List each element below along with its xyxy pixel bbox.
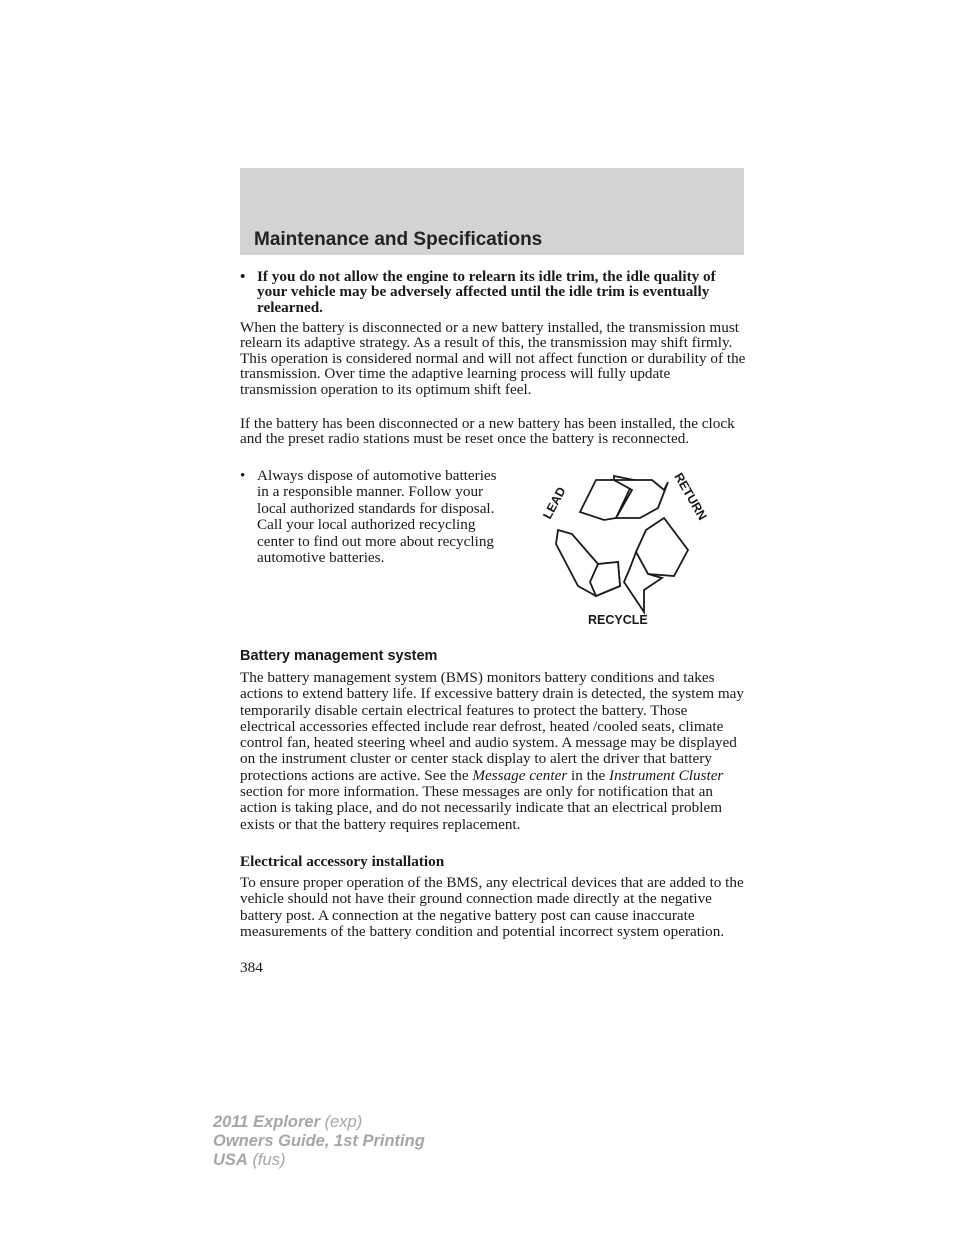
clock-paragraph: If the battery has been disconnected or a new battery has been installed, the clock and the preset radio stations must be reset once the battery is reconnected. bbox=[240, 415, 735, 448]
footer-region: USA bbox=[213, 1151, 248, 1169]
electrical-paragraph: To ensure proper operation of the BMS, any electrical devices that are added to the vehicle should not have their ground connection made directly at the negative battery post. A connection at the negative battery post can cause inaccurate measurements of the battery condition and potential incorrect system operation. bbox=[240, 874, 744, 941]
footer-model-line bbox=[213, 1113, 425, 1132]
message-center-reference: Message center bbox=[472, 766, 568, 784]
footer-guide-line bbox=[213, 1132, 425, 1151]
dispose-text: Always dispose of automotive batteries in a responsible manner. Follow your local authorized standards for disposal. Call your local authorized recycling center to find out more about recycling automotive batteries. bbox=[257, 467, 497, 567]
bms-paragraph bbox=[240, 670, 746, 833]
recycle-symbol-icon bbox=[532, 468, 718, 632]
bms-text-part2: in the bbox=[567, 766, 610, 784]
document-footer bbox=[213, 1113, 425, 1170]
electrical-heading: Electrical accessory installation bbox=[240, 853, 445, 870]
recycle-label-return: RETURN bbox=[671, 470, 710, 523]
page-number: 384 bbox=[240, 959, 263, 976]
transmission-paragraph: When the battery is disconnected or a new battery installed, the transmission must relearn its adaptive strategy. As a result of this, the transmission may shift firmly. This operation is considered normal and will not affect function or durability of the transmission. Over time the adaptive learning process will fully update transmission operation to its optimum shift feel. bbox=[240, 319, 746, 398]
bms-text-part3: section for more information. These messages are only for notification that an action is taking place, and do not necessarily indicate that an electrical problem exists or that the battery requires replacement. bbox=[240, 783, 723, 833]
bms-text-part1: The battery management system (BMS) monitors battery conditions and takes actions to extend battery life. If excessive battery drain is detected, the system may temporarily disable certain electrical features to protect the battery. Those electrical accessories effected include rear defrost, heated /cooled seats, climate control fan, heated steering wheel and audio system. A message may be displayed on the instrument cluster or center stack display to alert the driver that battery protections actions are active. See the bbox=[240, 669, 744, 784]
recycle-label-lead: LEAD bbox=[540, 484, 569, 522]
footer-region-code: (fus) bbox=[252, 1151, 286, 1169]
recycle-label-recycle: RECYCLE bbox=[588, 613, 648, 627]
idle-trim-text: If you do not allow the engine to relearn its idle trim, the idle quality of your vehicle may be adversely affected until the idle trim is eventually relearned. bbox=[257, 268, 716, 316]
dispose-bullet bbox=[240, 468, 500, 566]
section-title: Maintenance and Specifications bbox=[254, 229, 543, 250]
footer-region-line bbox=[213, 1151, 425, 1170]
instrument-cluster-reference: Instrument Cluster bbox=[609, 766, 724, 784]
section-header-bar bbox=[240, 168, 744, 255]
footer-guide: Owners Guide, 1st Printing bbox=[213, 1132, 425, 1150]
bullet-icon: • bbox=[240, 467, 246, 484]
bms-heading: Battery management system bbox=[240, 648, 438, 664]
footer-model: 2011 Explorer bbox=[213, 1113, 321, 1131]
idle-trim-bullet bbox=[240, 269, 746, 315]
bullet-icon: • bbox=[240, 268, 246, 285]
footer-model-code: (exp) bbox=[324, 1113, 363, 1131]
